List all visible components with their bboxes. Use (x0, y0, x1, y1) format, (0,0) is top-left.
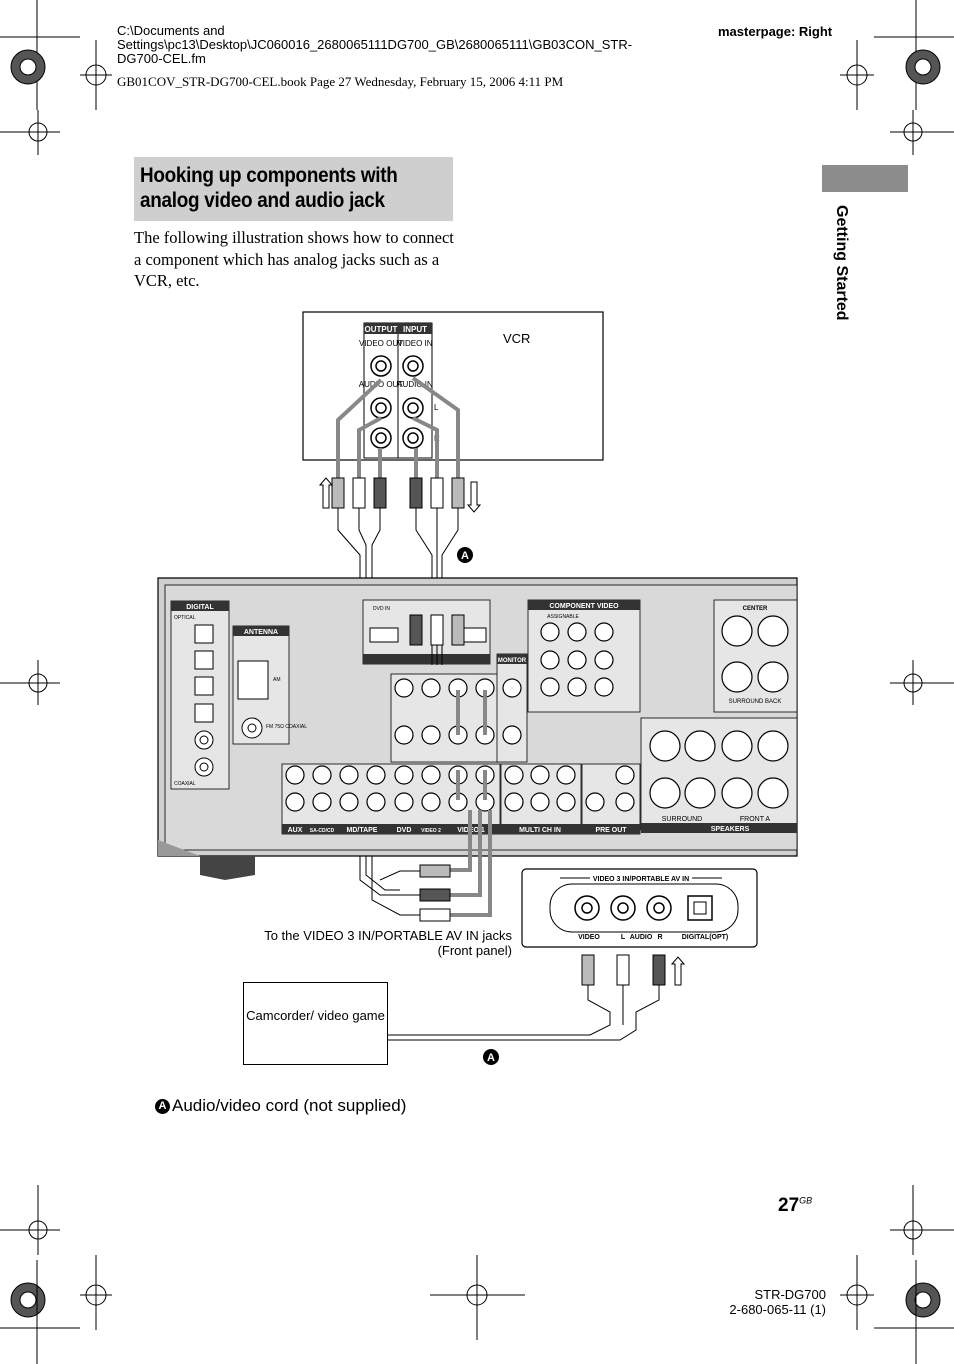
header-masterpage: masterpage: Right (718, 24, 833, 39)
svg-text:ANTENNA: ANTENNA (243, 629, 279, 636)
side-tab-label: Getting Started (833, 205, 850, 321)
svg-text:COMPONENT VIDEO: COMPONENT VIDEO (549, 603, 619, 610)
svg-text:DVD IN: DVD IN (373, 606, 390, 612)
svg-text:R: R (657, 934, 663, 941)
legend-text: Audio/video cord (not supplied) (172, 1096, 407, 1115)
vcr-audio-out: AUDIO OUT (358, 380, 404, 389)
svg-text:SA-CD/CD: SA-CD/CD (309, 828, 335, 834)
camcorder-box (243, 982, 388, 1065)
svg-text:DIGITAL(OPT): DIGITAL(OPT) (681, 934, 729, 941)
svg-text:OPTICAL: OPTICAL (174, 615, 196, 621)
front-panel-title: VIDEO 3 IN/PORTABLE AV IN (592, 876, 690, 883)
vcr-label: VCR (503, 331, 531, 346)
vcr-video-out: VIDEO OUT (358, 339, 404, 348)
svg-text:SURROUND BACK: SURROUND BACK (728, 699, 782, 705)
model-name: STR-DG700 (754, 1287, 826, 1302)
svg-text:AUX: AUX (287, 827, 303, 834)
section-title: Hooking up components with analog video and audio jack (140, 164, 398, 212)
camcorder-label: Camcorder/ video game (246, 1008, 385, 1023)
vcr-video-in: VIDEO IN (397, 339, 433, 348)
svg-text:SPEAKERS: SPEAKERS (710, 826, 750, 833)
vcr-input-label: INPUT (403, 325, 427, 334)
vcr-audio-in: AUDIO IN (397, 380, 433, 389)
svg-text:ASSIGNABLE: ASSIGNABLE (547, 614, 579, 620)
svg-text:FM 75Ω COAXIAL: FM 75Ω COAXIAL (266, 724, 307, 730)
svg-text:L: L (620, 934, 626, 941)
part-number: 2-680-065-11 (1) (729, 1302, 826, 1317)
svg-text:FRONT A: FRONT A (739, 816, 771, 823)
svg-text:AUDIO: AUDIO (629, 934, 653, 941)
svg-text:VIDEO: VIDEO (578, 934, 600, 941)
page-number: $27^{GB}$ (778, 1195, 813, 1216)
intro-paragraph: The following illustration shows how to connect a component which has analog jacks such as a VCR, etc. (134, 228, 454, 290)
model-info (720, 1287, 826, 1317)
legend (155, 1096, 406, 1116)
video3-caption: To the VIDEO 3 IN/PORTABLE AV IN jacks (Front panel) (264, 928, 512, 958)
svg-text:AM: AM (273, 677, 281, 683)
svg-text:VIDEO 2: VIDEO 2 (421, 828, 441, 834)
vcr-output-label: OUTPUT (364, 325, 398, 334)
svg-text:VIDEO 1: VIDEO 1 (457, 827, 485, 834)
vcr-l: L (434, 403, 439, 412)
svg-text:SURROUND: SURROUND (661, 816, 703, 823)
svg-text:MONITOR: MONITOR (497, 658, 527, 664)
legend-marker: A (155, 1099, 170, 1114)
header-file-path: C:\Documents and Settings\pc13\Desktop\JC060016_2680065111DG700_GB\2680065111\GB03CON_STR-DG700-CEL.fm (117, 23, 633, 66)
receiver-panel (158, 578, 797, 880)
cord-marker-bottom: A (487, 1052, 495, 1064)
vcr-box (303, 312, 603, 460)
cord-marker-top: A (461, 550, 469, 562)
svg-text:DVD: DVD (396, 827, 412, 834)
vcr-r: R (434, 434, 440, 443)
svg-text:MULTI CH IN: MULTI CH IN (519, 827, 561, 834)
svg-text:PRE OUT: PRE OUT (595, 827, 627, 834)
svg-text:COAXIAL: COAXIAL (174, 781, 196, 787)
svg-text:MD/TAPE: MD/TAPE (346, 827, 378, 834)
svg-text:CENTER: CENTER (742, 606, 768, 612)
header-book-line: GB01COV_STR-DG700-CEL.book Page 27 Wednesday, February 15, 2006 4:11 PM (117, 74, 564, 89)
svg-text:DIGITAL: DIGITAL (186, 604, 214, 611)
